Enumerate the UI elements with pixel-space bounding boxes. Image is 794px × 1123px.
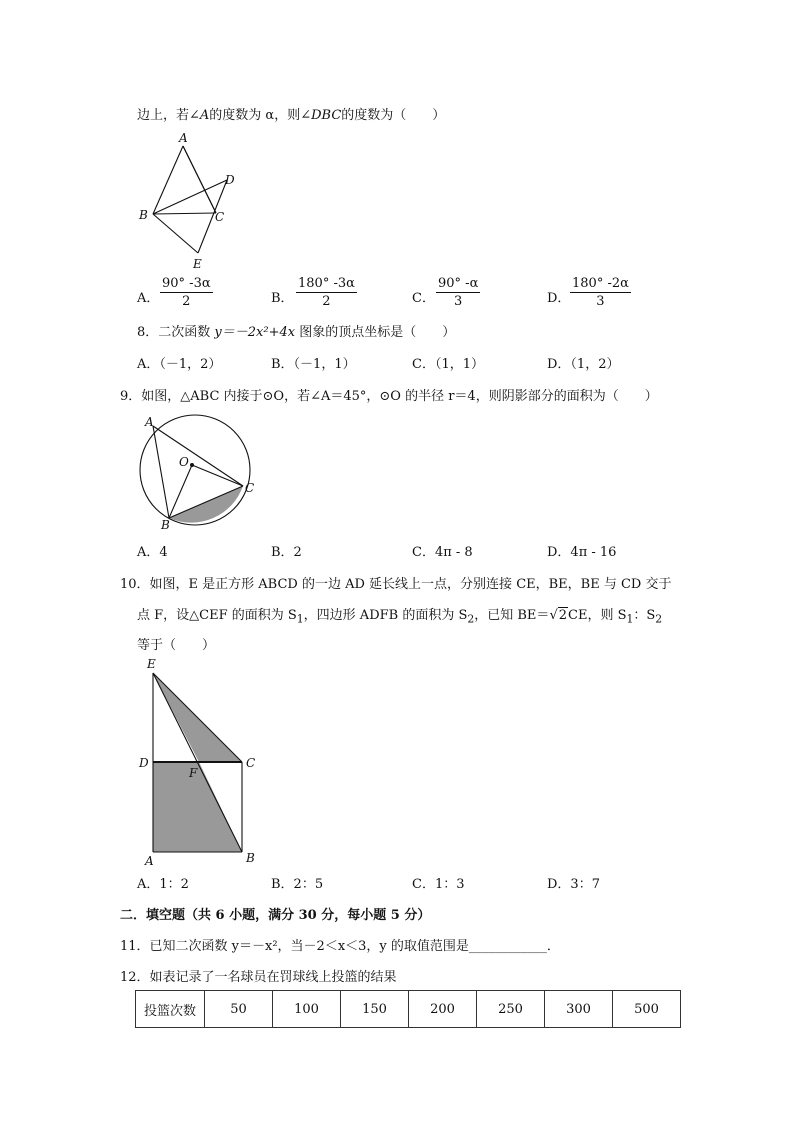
q9-option-d: D．4π - 16 <box>547 545 617 560</box>
q7-figure <box>135 128 245 273</box>
q10-stem-line1: 10．如图，E 是正方形 ABCD 的一边 AD 延长线上一点，分别连接 CE，BE，BE 与 CD 交于 <box>120 577 672 592</box>
q8-function: y＝－2x²+4x <box>214 325 296 340</box>
q9-option-c: C．4π - 8 <box>412 545 473 560</box>
q7-option-b-den: 2 <box>322 294 331 309</box>
q7-option-a-den: 2 <box>182 294 191 309</box>
q7-text-3: 的度数为（ ） <box>341 108 446 123</box>
q8-prefix: 8．二次函数 <box>137 325 215 340</box>
q8-option-b: B．（－1，1） <box>271 357 356 372</box>
q9-label-c: C <box>245 481 255 495</box>
q10-text-a: 点 F，设△CEF 的面积为 S <box>137 608 297 623</box>
q7-label-c: C <box>215 210 225 224</box>
q10-label-d: D <box>139 756 149 770</box>
table-cell: 300 <box>545 991 613 1028</box>
table-cell: 250 <box>477 991 545 1028</box>
q7-option-c-num: 90° -α <box>438 276 479 291</box>
q10-sub-1: 1 <box>296 612 304 626</box>
q9-label-b: B <box>161 518 170 532</box>
q8-option-c: C．（1，1） <box>412 357 484 372</box>
q10-option-b: B．2：5 <box>271 877 324 892</box>
q10-sub-4: 2 <box>655 612 663 626</box>
q7-text-2: 的度数为 α，则∠ <box>209 108 312 123</box>
q10-text-d: CE，则 S <box>568 608 627 623</box>
table-header-cell: 投篮次数 <box>136 991 205 1028</box>
q10-text-c: ，已知 BE＝ <box>474 608 550 623</box>
q10-text-b: ，四边形 ADFB 的面积为 S <box>303 608 468 623</box>
table-cell: 100 <box>273 991 341 1028</box>
q7-angle-a: A <box>199 108 210 123</box>
table-cell: 150 <box>341 991 409 1028</box>
q7-option-a-num: 90° -3α <box>162 276 211 291</box>
q7-label-d: D <box>225 173 235 187</box>
q10-label-a: A <box>145 854 154 867</box>
q7-text-1: 边上，若∠ <box>137 108 200 123</box>
q10-label-f: F <box>189 766 198 780</box>
q9-option-a: A．4 <box>137 545 168 560</box>
q8-suffix: 图象的顶点坐标是（ ） <box>295 325 456 340</box>
q7-option-b-letter: B． <box>271 291 294 306</box>
q10-sub-2: 2 <box>467 612 475 626</box>
q10-sub-3: 1 <box>626 612 634 626</box>
q10-sqrt-sign: √ <box>549 608 558 623</box>
q10-option-a: A．1：2 <box>137 877 189 892</box>
q7-option-a-fraction <box>160 276 213 309</box>
q7-option-b-fraction <box>296 276 357 309</box>
q9-label-a: A <box>145 415 154 429</box>
q7-option-d-letter: D． <box>547 291 571 306</box>
q10-label-b: B <box>246 851 255 865</box>
q8-option-d: D．（1，2） <box>547 357 620 372</box>
q7-label-b: B <box>139 208 148 222</box>
q7-option-c-letter: C． <box>412 291 435 306</box>
q10-option-c: C．1：3 <box>412 877 465 892</box>
q9-option-b: B．2 <box>271 545 302 560</box>
q7-option-a-letter: A． <box>137 291 160 306</box>
q10-label-e: E <box>147 657 156 671</box>
q10-text-e: ：S <box>633 608 656 623</box>
q8-option-a: A．（－1，2） <box>137 357 222 372</box>
q10-label-c: C <box>246 756 256 770</box>
q12-stem: 12．如表记录了一名球员在罚球线上投篮的结果 <box>120 970 397 985</box>
table-cell: 50 <box>205 991 273 1028</box>
q7-label-e: E <box>193 257 202 271</box>
section-heading: 二．填空题（共 6 小题，满分 30 分，每小题 5 分） <box>120 908 431 923</box>
q9-stem: 9．如图，△ABC 内接于⊙O，若∠A＝45°，⊙O 的半径 r＝4，则阴影部分的面积为（ ） <box>120 389 658 404</box>
q10-option-d: D．3：7 <box>547 877 600 892</box>
q7-option-c-den: 3 <box>454 294 463 309</box>
q7-angle-dbc: DBC <box>311 108 342 123</box>
table-cell: 500 <box>613 991 681 1028</box>
q7-option-b-num: 180° -3α <box>298 276 355 291</box>
q7-option-c-fraction <box>436 276 480 309</box>
q11-stem: 11．已知二次函数 y＝－x²，当－2＜x＜3，y 的取值范围是____________． <box>120 939 560 954</box>
q7-label-a: A <box>179 131 188 145</box>
q8-stem <box>137 321 455 340</box>
q12-table <box>135 990 681 1028</box>
q7-option-d-den: 3 <box>596 294 605 309</box>
table-cell: 200 <box>409 991 477 1028</box>
q10-stem-line2 <box>137 604 662 626</box>
table-row <box>136 991 681 1028</box>
q9-label-o: O <box>179 455 189 469</box>
q7-option-d-fraction <box>570 276 631 309</box>
q10-sqrt-arg: 2 <box>558 608 568 623</box>
q9-figure <box>135 410 260 532</box>
q7-option-d-num: 180° -2α <box>572 276 629 291</box>
q10-stem-line3: 等于（ ） <box>137 638 216 653</box>
q7-continuation <box>137 104 445 123</box>
q10-figure <box>135 655 265 867</box>
